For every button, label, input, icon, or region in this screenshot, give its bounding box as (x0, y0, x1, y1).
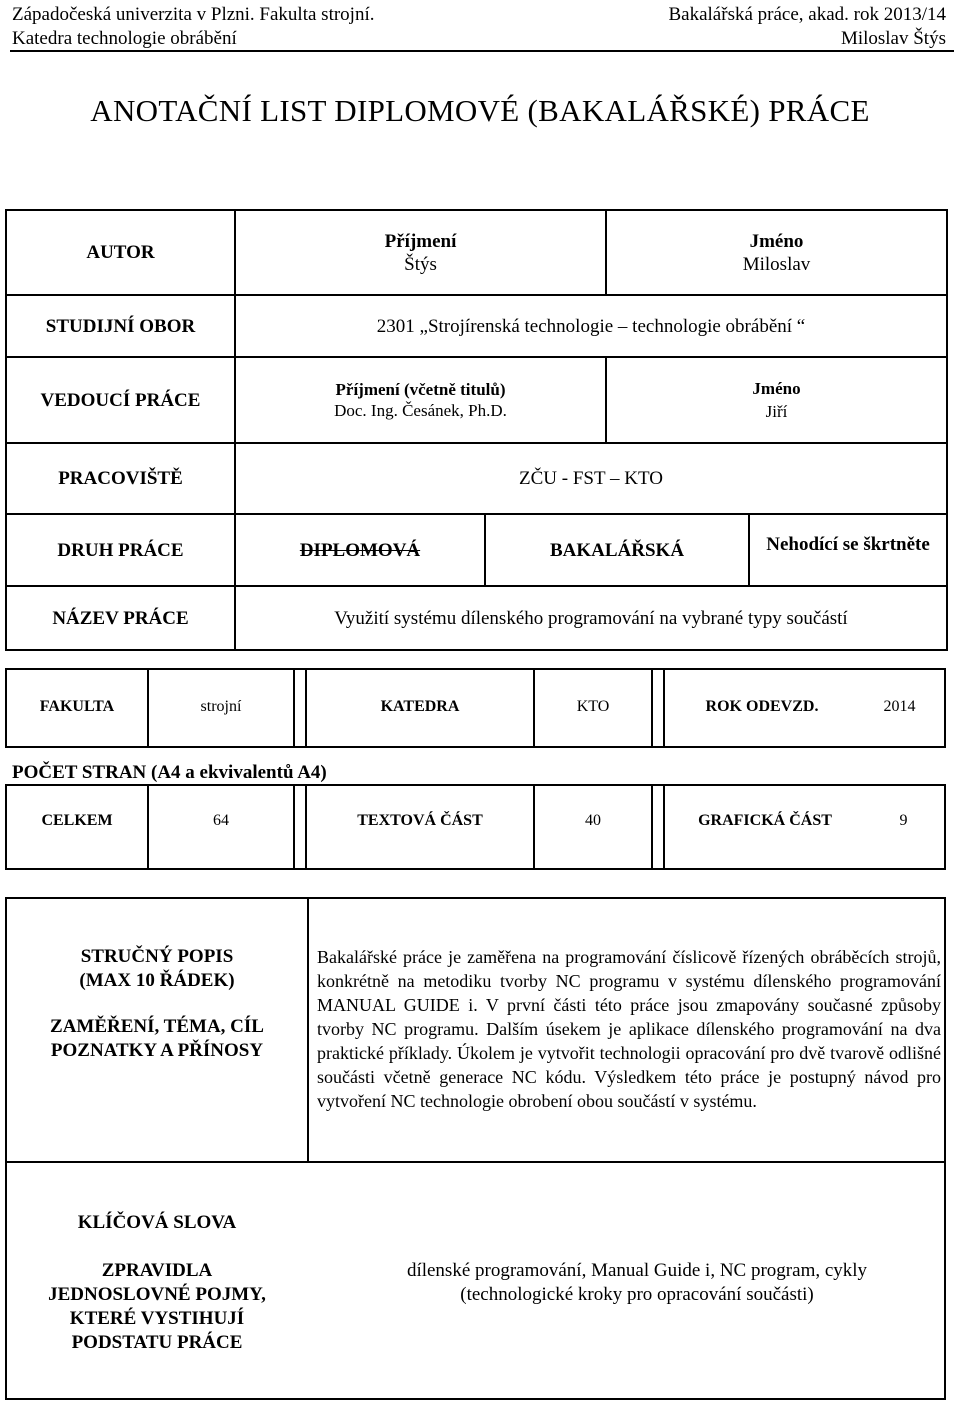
pracoviste-label: PRACOVIŠTĚ (6, 443, 235, 514)
pages-row (5, 784, 946, 870)
textova-value: 40 (585, 812, 601, 829)
obor-label: STUDIJNÍ OBOR (6, 295, 235, 357)
druh-bakalarska: BAKALÁŘSKÁ (485, 514, 749, 586)
keywords-box (5, 1163, 946, 1400)
keywords-label-line4: KTERÉ VYSTIHUJÍ (69, 1308, 245, 1329)
summary-label (7, 945, 307, 1063)
obor-value: 2301 „Strojírenská technologie – technologie obrábění “ (235, 295, 947, 357)
summary-label-line1: STRUČNÝ POPIS (80, 946, 234, 967)
university-name: Západočeská univerzita v Plzni. Fakulta strojní. (12, 4, 375, 25)
info-table (5, 209, 948, 651)
fakulta-label: FAKULTA (39, 698, 115, 715)
druh-label: DRUH PRÁCE (6, 514, 235, 586)
keywords-label-line5: PODSTATU PRÁCE (71, 1332, 243, 1353)
summary-text: Bakalářské práce je zaměřena na programování číslicově řízených obráběcích strojů, konkrétně na metodiku tvorby NC programu v systému dílenského programování MANUAL GUIDE i. V první části této práce jsou zmapovány současné způsoby tvorby NC programu. Dalším úsekem je aplikace dílenského programování na dva praktické příklady. Úkolem je vytvořit technologii opracování pro dvě tvarově odlišné součásti včetně generace NC kódu. Výsledkem této práce je postupný návod pro vytvoření NC technologie obrobení obou součástí v systému. (317, 947, 941, 1111)
keywords-label (7, 1211, 307, 1355)
summary-box (5, 897, 946, 1163)
rok-value: 2014 (883, 698, 916, 715)
graficka-label: GRAFICKÁ ČÁST (698, 812, 832, 829)
summary-label-line3: ZAMĚŘENÍ, TÉMA, CÍL (50, 1016, 264, 1037)
vedouci-firstname-value: Jiří (765, 402, 788, 421)
autor-firstname-cell (606, 210, 947, 295)
rok-label: ROK ODEVZD. (705, 698, 819, 715)
page-title: ANOTAČNÍ LIST DIPLOMOVÉ (BAKALÁŘSKÉ) PRÁCE (90, 93, 870, 128)
keywords-label-line3: JEDNOSLOVNÉ POJMY, (48, 1284, 266, 1305)
firstname-label: Jméno (749, 230, 804, 252)
vedouci-firstname-cell (606, 357, 947, 443)
fakulta-value: strojní (200, 698, 242, 715)
surname-value: Štýs (404, 253, 437, 275)
katedra-value: KTO (576, 698, 610, 715)
celkem-label: CELKEM (41, 812, 113, 829)
header-author: Miloslav Štýs (840, 28, 946, 49)
keywords-text: dílenské programování, Manual Guide i, NC program, cykly (technologické kroky pro opracování součásti) (406, 1260, 868, 1305)
firstname-value: Miloslav (742, 253, 811, 275)
graficka-value: 9 (899, 812, 908, 829)
vedouci-firstname-label: Jméno (752, 379, 801, 398)
vedouci-surname-cell (235, 357, 606, 443)
autor-label: AUTOR (6, 210, 235, 295)
vedouci-surname-value: Doc. Ing. Česánek, Ph.D. (334, 401, 507, 420)
nazev-label: NÁZEV PRÁCE (6, 586, 235, 650)
keywords-label-line1: KLÍČOVÁ SLOVA (77, 1212, 237, 1233)
vedouci-label: VEDOUCÍ PRÁCE (6, 357, 235, 443)
katedra-label: KATEDRA (380, 698, 460, 715)
druh-diplomova: DIPLOMOVÁ (235, 514, 485, 586)
pages-heading: POČET STRAN (A4 a ekvivalentů A4) (12, 762, 327, 783)
thesis-year: Bakalářská práce, akad. rok 2013/14 (668, 4, 946, 25)
druh-note: Nehodící se škrtněte (749, 514, 947, 586)
vedouci-surname-label: Příjmení (včetně titulů) (335, 380, 506, 399)
celkem-value: 64 (213, 812, 229, 829)
summary-label-line2: (MAX 10 ŘÁDEK) (79, 970, 235, 991)
header-divider (10, 50, 954, 52)
pracoviste-value: ZČU - FST – KTO (235, 443, 947, 514)
autor-surname-cell (235, 210, 606, 295)
textova-label: TEXTOVÁ ČÁST (357, 812, 483, 829)
summary-label-line4: POZNATKY A PŘÍNOSY (50, 1040, 264, 1061)
nazev-value: Využití systému dílenského programování na vybrané typy součástí (235, 586, 947, 650)
faculty-row (5, 668, 946, 748)
keywords-label-line2: ZPRAVIDLA (101, 1260, 213, 1281)
surname-label: Příjmení (384, 230, 457, 252)
department-name: Katedra technologie obrábění (12, 28, 237, 49)
